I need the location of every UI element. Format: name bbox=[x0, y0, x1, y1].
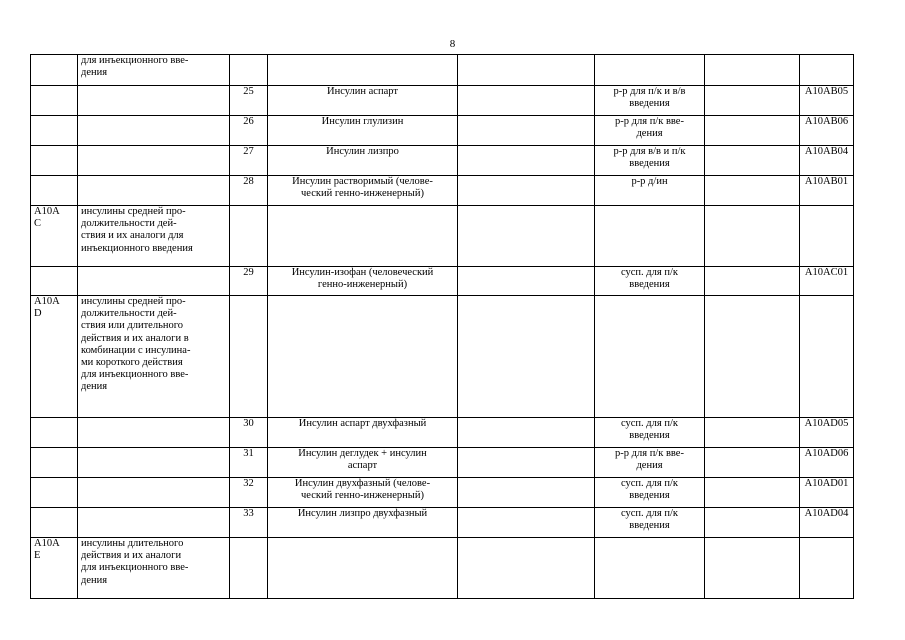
dosage-form-cell: р-р для п/к вве- дения bbox=[595, 116, 705, 146]
empty-cell bbox=[458, 206, 595, 267]
drug-name-cell: Инсулин двухфазный (челове- ческий генно-инженерный) bbox=[268, 478, 458, 508]
item-number-cell: 33 bbox=[230, 508, 268, 538]
atc-code-cell: A10AC01 bbox=[800, 267, 854, 296]
table-row bbox=[31, 86, 854, 116]
dosage-form-cell: сусп. для п/к введения bbox=[595, 267, 705, 296]
empty-cell bbox=[705, 176, 800, 206]
drug-name-cell: Инсулин-изофан (человеческий генно-инженерный) bbox=[268, 267, 458, 296]
drug-name-cell bbox=[268, 538, 458, 599]
table-row bbox=[31, 267, 854, 296]
dosage-form-cell: р-р д/ин bbox=[595, 176, 705, 206]
table-row bbox=[31, 55, 854, 86]
item-number-cell: 26 bbox=[230, 116, 268, 146]
atc-code-cell: A10AB06 bbox=[800, 116, 854, 146]
empty-cell bbox=[458, 267, 595, 296]
atc-group-code-cell: A10A C bbox=[31, 206, 78, 267]
item-number-cell bbox=[230, 296, 268, 418]
drug-name-cell: Инсулин глулизин bbox=[268, 116, 458, 146]
drug-name-cell: Инсулин деглудек + инсулин аспарт bbox=[268, 448, 458, 478]
item-number-cell: 27 bbox=[230, 146, 268, 176]
empty-cell bbox=[458, 418, 595, 448]
empty-cell bbox=[705, 146, 800, 176]
atc-code-cell bbox=[800, 55, 854, 86]
group-description-cell: инсулины длительного действия и их аналоги для инъекционного вве- дения bbox=[78, 538, 230, 599]
atc-code-cell bbox=[800, 296, 854, 418]
empty-cell bbox=[458, 176, 595, 206]
dosage-form-cell: р-р для п/к и в/в введения bbox=[595, 86, 705, 116]
table-row bbox=[31, 538, 854, 599]
group-description-cell bbox=[78, 478, 230, 508]
empty-cell bbox=[705, 267, 800, 296]
dosage-form-cell: сусп. для п/к введения bbox=[595, 508, 705, 538]
drug-name-cell: Инсулин растворимый (челове- ческий генно-инженерный) bbox=[268, 176, 458, 206]
atc-group-code-cell bbox=[31, 508, 78, 538]
group-description-cell bbox=[78, 267, 230, 296]
group-description-cell bbox=[78, 146, 230, 176]
empty-cell bbox=[705, 538, 800, 599]
group-description-cell bbox=[78, 448, 230, 478]
atc-group-code-cell: A10A D bbox=[31, 296, 78, 418]
drug-name-cell: Инсулин аспарт bbox=[268, 86, 458, 116]
dosage-form-cell: р-р для в/в и п/к введения bbox=[595, 146, 705, 176]
empty-cell bbox=[705, 478, 800, 508]
table-row bbox=[31, 478, 854, 508]
atc-group-code-cell bbox=[31, 55, 78, 86]
dosage-form-cell bbox=[595, 296, 705, 418]
drug-name-cell: Инсулин лизпро двухфазный bbox=[268, 508, 458, 538]
atc-code-cell: A10AD04 bbox=[800, 508, 854, 538]
table-row bbox=[31, 418, 854, 448]
dosage-form-cell bbox=[595, 206, 705, 267]
atc-code-cell: A10AB05 bbox=[800, 86, 854, 116]
table-row bbox=[31, 448, 854, 478]
atc-group-code-cell bbox=[31, 448, 78, 478]
empty-cell bbox=[705, 448, 800, 478]
empty-cell bbox=[705, 206, 800, 267]
atc-group-code-cell bbox=[31, 478, 78, 508]
item-number-cell bbox=[230, 55, 268, 86]
drug-name-cell bbox=[268, 55, 458, 86]
item-number-cell bbox=[230, 538, 268, 599]
empty-cell bbox=[705, 508, 800, 538]
group-description-cell: инсулины средней про- должительности дей- ствия и их аналоги для инъекционного введения bbox=[78, 206, 230, 267]
item-number-cell: 29 bbox=[230, 267, 268, 296]
group-description-cell bbox=[78, 176, 230, 206]
atc-group-code-cell bbox=[31, 267, 78, 296]
group-description-cell bbox=[78, 116, 230, 146]
atc-group-code-cell bbox=[31, 176, 78, 206]
table-row bbox=[31, 146, 854, 176]
table-row bbox=[31, 176, 854, 206]
table-row bbox=[31, 508, 854, 538]
empty-cell bbox=[705, 55, 800, 86]
empty-cell bbox=[458, 146, 595, 176]
atc-group-code-cell bbox=[31, 86, 78, 116]
empty-cell bbox=[458, 448, 595, 478]
drug-name-cell bbox=[268, 296, 458, 418]
empty-cell bbox=[458, 55, 595, 86]
group-description-cell bbox=[78, 418, 230, 448]
atc-group-code-cell bbox=[31, 116, 78, 146]
drug-name-cell: Инсулин лизпро bbox=[268, 146, 458, 176]
atc-code-cell: A10AD01 bbox=[800, 478, 854, 508]
item-number-cell: 25 bbox=[230, 86, 268, 116]
atc-code-cell: A10AD05 bbox=[800, 418, 854, 448]
empty-cell bbox=[705, 418, 800, 448]
item-number-cell: 32 bbox=[230, 478, 268, 508]
dosage-form-cell: р-р для п/к вве- дения bbox=[595, 448, 705, 478]
dosage-form-cell bbox=[595, 538, 705, 599]
atc-code-cell bbox=[800, 206, 854, 267]
page-number: 8 bbox=[449, 38, 456, 50]
empty-cell bbox=[458, 508, 595, 538]
empty-cell bbox=[705, 116, 800, 146]
item-number-cell: 30 bbox=[230, 418, 268, 448]
atc-code-cell: A10AB01 bbox=[800, 176, 854, 206]
drug-name-cell: Инсулин аспарт двухфазный bbox=[268, 418, 458, 448]
group-description-cell: инсулины средней про- должительности дей- ствия или длительного действия и их аналоги в комбинации с инсулина- ми короткого действия для инъекционного вве- дения bbox=[78, 296, 230, 418]
empty-cell bbox=[705, 296, 800, 418]
atc-code-cell: A10AB04 bbox=[800, 146, 854, 176]
group-description-cell bbox=[78, 86, 230, 116]
drug-name-cell bbox=[268, 206, 458, 267]
item-number-cell bbox=[230, 206, 268, 267]
empty-cell bbox=[705, 86, 800, 116]
empty-cell bbox=[458, 478, 595, 508]
atc-code-cell: A10AD06 bbox=[800, 448, 854, 478]
empty-cell bbox=[458, 538, 595, 599]
empty-cell bbox=[458, 116, 595, 146]
empty-cell bbox=[458, 296, 595, 418]
table-row bbox=[31, 206, 854, 267]
table-row bbox=[31, 116, 854, 146]
atc-group-code-cell bbox=[31, 418, 78, 448]
table-row bbox=[31, 296, 854, 418]
item-number-cell: 31 bbox=[230, 448, 268, 478]
drug-list-table bbox=[30, 54, 854, 599]
item-number-cell: 28 bbox=[230, 176, 268, 206]
atc-group-code-cell bbox=[31, 146, 78, 176]
atc-group-code-cell: A10A E bbox=[31, 538, 78, 599]
dosage-form-cell bbox=[595, 55, 705, 86]
empty-cell bbox=[458, 86, 595, 116]
dosage-form-cell: сусп. для п/к введения bbox=[595, 478, 705, 508]
atc-code-cell bbox=[800, 538, 854, 599]
dosage-form-cell: сусп. для п/к введения bbox=[595, 418, 705, 448]
group-description-cell bbox=[78, 508, 230, 538]
group-description-cell: для инъекционного вве- дения bbox=[78, 55, 230, 86]
